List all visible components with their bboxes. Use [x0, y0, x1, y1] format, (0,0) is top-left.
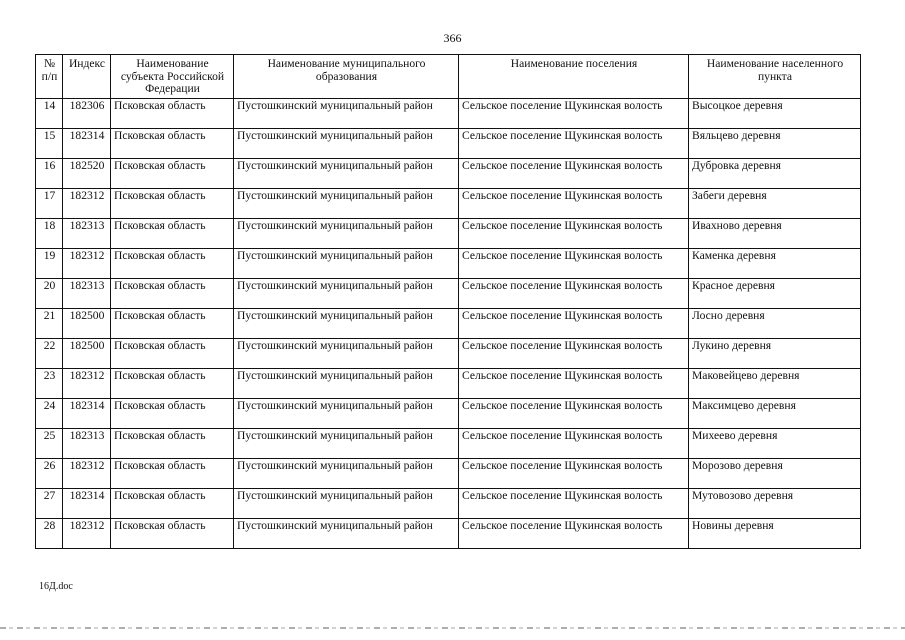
row-index: 182314	[63, 129, 111, 159]
table-row	[36, 339, 861, 369]
row-municipality: Пустошкинский муниципальный район	[234, 429, 459, 459]
row-index: 182314	[63, 399, 111, 429]
row-municipality: Пустошкинский муниципальный район	[234, 129, 459, 159]
row-num: 16	[36, 159, 63, 189]
row-index: 182312	[63, 519, 111, 549]
table-row	[36, 129, 861, 159]
row-municipality: Пустошкинский муниципальный район	[234, 519, 459, 549]
row-num: 26	[36, 459, 63, 489]
row-index: 182313	[63, 429, 111, 459]
row-index: 182520	[63, 159, 111, 189]
row-index: 182500	[63, 309, 111, 339]
row-settlement: Сельское поселение Щукинская волость	[459, 489, 689, 519]
row-subject: Псковская область	[111, 159, 234, 189]
table-row	[36, 189, 861, 219]
row-num: 19	[36, 249, 63, 279]
row-num: 28	[36, 519, 63, 549]
row-num: 18	[36, 219, 63, 249]
row-index: 182312	[63, 249, 111, 279]
row-locality: Лосно деревня	[689, 309, 861, 339]
row-locality: Максимцево деревня	[689, 399, 861, 429]
row-subject: Псковская область	[111, 99, 234, 129]
row-subject: Псковская область	[111, 489, 234, 519]
row-num: 24	[36, 399, 63, 429]
row-subject: Псковская область	[111, 129, 234, 159]
row-locality: Морозово деревня	[689, 459, 861, 489]
row-index: 182312	[63, 189, 111, 219]
scan-artifact-line	[0, 627, 905, 629]
table-row	[36, 429, 861, 459]
row-locality: Каменка деревня	[689, 249, 861, 279]
row-settlement: Сельское поселение Щукинская волость	[459, 99, 689, 129]
row-num: 15	[36, 129, 63, 159]
row-municipality: Пустошкинский муниципальный район	[234, 99, 459, 129]
row-settlement: Сельское поселение Щукинская волость	[459, 519, 689, 549]
table-row	[36, 159, 861, 189]
settlements-table	[35, 54, 861, 549]
row-locality: Маковейцево деревня	[689, 369, 861, 399]
row-municipality: Пустошкинский муниципальный район	[234, 339, 459, 369]
table-row	[36, 249, 861, 279]
row-index: 182314	[63, 489, 111, 519]
row-index: 182312	[63, 369, 111, 399]
row-subject: Псковская область	[111, 429, 234, 459]
row-municipality: Пустошкинский муниципальный район	[234, 219, 459, 249]
row-settlement: Сельское поселение Щукинская волость	[459, 429, 689, 459]
header-num: № п/п	[36, 55, 63, 99]
row-index: 182313	[63, 279, 111, 309]
table-row	[36, 459, 861, 489]
row-municipality: Пустошкинский муниципальный район	[234, 489, 459, 519]
row-settlement: Сельское поселение Щукинская волость	[459, 309, 689, 339]
row-locality: Лукино деревня	[689, 339, 861, 369]
row-index: 182500	[63, 339, 111, 369]
row-subject: Псковская область	[111, 459, 234, 489]
row-subject: Псковская область	[111, 399, 234, 429]
row-subject: Псковская область	[111, 249, 234, 279]
row-locality: Высоцкое деревня	[689, 99, 861, 129]
row-municipality: Пустошкинский муниципальный район	[234, 399, 459, 429]
row-municipality: Пустошкинский муниципальный район	[234, 189, 459, 219]
row-settlement: Сельское поселение Щукинская волость	[459, 339, 689, 369]
table-row	[36, 489, 861, 519]
row-settlement: Сельское поселение Щукинская волость	[459, 279, 689, 309]
row-num: 25	[36, 429, 63, 459]
row-subject: Псковская область	[111, 519, 234, 549]
table-row	[36, 99, 861, 129]
row-locality: Забеги деревня	[689, 189, 861, 219]
header-subject: Наименование субъекта Российской Федерации	[111, 55, 234, 99]
row-settlement: Сельское поселение Щукинская волость	[459, 249, 689, 279]
row-subject: Псковская область	[111, 339, 234, 369]
row-settlement: Сельское поселение Щукинская волость	[459, 369, 689, 399]
row-subject: Псковская область	[111, 189, 234, 219]
row-num: 21	[36, 309, 63, 339]
table-row	[36, 309, 861, 339]
header-municipality: Наименование муниципального образования	[234, 55, 459, 99]
row-num: 17	[36, 189, 63, 219]
row-municipality: Пустошкинский муниципальный район	[234, 459, 459, 489]
table-row	[36, 219, 861, 249]
row-settlement: Сельское поселение Щукинская волость	[459, 459, 689, 489]
row-num: 14	[36, 99, 63, 129]
row-settlement: Сельское поселение Щукинская волость	[459, 129, 689, 159]
header-index: Индекс	[63, 55, 111, 99]
row-settlement: Сельское поселение Щукинская волость	[459, 219, 689, 249]
row-settlement: Сельское поселение Щукинская волость	[459, 159, 689, 189]
header-locality: Наименование населенного пункта	[689, 55, 861, 99]
row-num: 23	[36, 369, 63, 399]
table-row	[36, 519, 861, 549]
row-settlement: Сельское поселение Щукинская волость	[459, 189, 689, 219]
row-locality: Вяльцево деревня	[689, 129, 861, 159]
row-locality: Дубровка деревня	[689, 159, 861, 189]
row-subject: Псковская область	[111, 309, 234, 339]
header-settlement: Наименование поселения	[459, 55, 689, 99]
footer-filename: 16Д.doc	[39, 581, 73, 592]
row-index: 182312	[63, 459, 111, 489]
row-num: 20	[36, 279, 63, 309]
row-num: 27	[36, 489, 63, 519]
row-num: 22	[36, 339, 63, 369]
row-locality: Ивахново деревня	[689, 219, 861, 249]
table-row	[36, 369, 861, 399]
row-settlement: Сельское поселение Щукинская волость	[459, 399, 689, 429]
row-index: 182306	[63, 99, 111, 129]
row-index: 182313	[63, 219, 111, 249]
row-municipality: Пустошкинский муниципальный район	[234, 249, 459, 279]
row-subject: Псковская область	[111, 369, 234, 399]
table-row	[36, 399, 861, 429]
row-municipality: Пустошкинский муниципальный район	[234, 369, 459, 399]
row-municipality: Пустошкинский муниципальный район	[234, 159, 459, 189]
page-number: 366	[443, 31, 462, 45]
table-header-row	[36, 55, 861, 99]
row-locality: Мутовозово деревня	[689, 489, 861, 519]
row-subject: Псковская область	[111, 219, 234, 249]
row-locality: Михеево деревня	[689, 429, 861, 459]
row-subject: Псковская область	[111, 279, 234, 309]
row-municipality: Пустошкинский муниципальный район	[234, 309, 459, 339]
table-row	[36, 279, 861, 309]
row-municipality: Пустошкинский муниципальный район	[234, 279, 459, 309]
row-locality: Красное деревня	[689, 279, 861, 309]
row-locality: Новины деревня	[689, 519, 861, 549]
